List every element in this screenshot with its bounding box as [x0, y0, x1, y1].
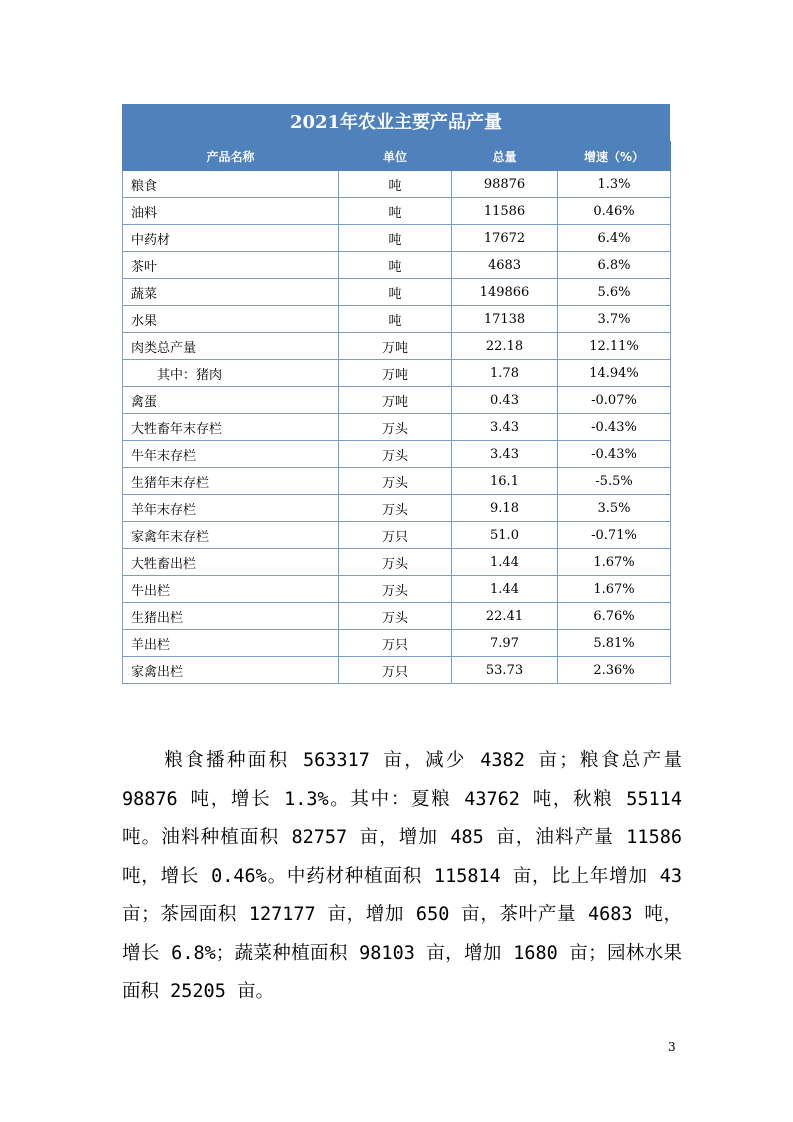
cell-total: 17138 — [452, 306, 558, 333]
cell-total: 53.73 — [452, 657, 558, 684]
cell-product-name: 油料 — [123, 198, 339, 225]
table-row — [123, 603, 671, 630]
cell-product-name: 大牲畜出栏 — [123, 549, 339, 576]
header-product-name: 产品名称 — [123, 142, 339, 171]
cell-product-name: 家禽出栏 — [123, 657, 339, 684]
cell-total: 3.43 — [452, 414, 558, 441]
cell-total: 0.43 — [452, 387, 558, 414]
cell-total: 11586 — [452, 198, 558, 225]
table-row — [123, 441, 671, 468]
cell-total: 22.18 — [452, 333, 558, 360]
cell-growth: 1.3% — [558, 171, 671, 198]
cell-total: 4683 — [452, 252, 558, 279]
cell-product-name: 禽蛋 — [123, 387, 339, 414]
cell-total: 3.43 — [452, 441, 558, 468]
table-title: 2021年农业主要产品产量 — [122, 104, 670, 141]
cell-unit: 万吨 — [339, 387, 452, 414]
cell-total: 17672 — [452, 225, 558, 252]
cell-growth: 5.81% — [558, 630, 671, 657]
table-row — [123, 468, 671, 495]
cell-unit: 吨 — [339, 171, 452, 198]
cell-growth: 14.94% — [558, 360, 671, 387]
cell-product-name: 中药材 — [123, 225, 339, 252]
cell-product-name: 牛年末存栏 — [123, 441, 339, 468]
cell-unit: 吨 — [339, 306, 452, 333]
cell-product-name: 大牲畜年末存栏 — [123, 414, 339, 441]
cell-total: 16.1 — [452, 468, 558, 495]
cell-total: 1.44 — [452, 576, 558, 603]
cell-product-name: 水果 — [123, 306, 339, 333]
cell-unit: 吨 — [339, 279, 452, 306]
table-row — [123, 576, 671, 603]
cell-growth: 6.8% — [558, 252, 671, 279]
cell-unit: 万头 — [339, 441, 452, 468]
cell-growth: 0.46% — [558, 198, 671, 225]
table-row — [123, 225, 671, 252]
cell-growth: 1.67% — [558, 576, 671, 603]
cell-product-name: 蔬菜 — [123, 279, 339, 306]
cell-unit: 万头 — [339, 603, 452, 630]
cell-product-name: 家禽年末存栏 — [123, 522, 339, 549]
cell-unit: 吨 — [339, 225, 452, 252]
cell-growth: -0.71% — [558, 522, 671, 549]
production-table — [122, 104, 670, 684]
cell-total: 7.97 — [452, 630, 558, 657]
cell-product-name: 生猪年末存栏 — [123, 468, 339, 495]
cell-unit: 万头 — [339, 468, 452, 495]
table-row — [123, 306, 671, 333]
cell-growth: -0.43% — [558, 414, 671, 441]
cell-growth: -5.5% — [558, 468, 671, 495]
table-row — [123, 279, 671, 306]
table-row — [123, 549, 671, 576]
cell-unit: 万只 — [339, 657, 452, 684]
cell-growth: 6.76% — [558, 603, 671, 630]
cell-unit: 万吨 — [339, 333, 452, 360]
table-row — [123, 630, 671, 657]
cell-product-name: 生猪出栏 — [123, 603, 339, 630]
cell-growth: 3.7% — [558, 306, 671, 333]
cell-growth: -0.43% — [558, 441, 671, 468]
table-row — [123, 495, 671, 522]
cell-unit: 吨 — [339, 252, 452, 279]
cell-unit: 万头 — [339, 549, 452, 576]
cell-unit: 万头 — [339, 414, 452, 441]
cell-total: 98876 — [452, 171, 558, 198]
cell-product-name: 其中：猪肉 — [123, 360, 339, 387]
cell-total: 1.44 — [452, 549, 558, 576]
cell-growth: 3.5% — [558, 495, 671, 522]
cell-product-name: 羊出栏 — [123, 630, 339, 657]
table-row — [123, 171, 671, 198]
cell-total: 22.41 — [452, 603, 558, 630]
cell-growth: 5.6% — [558, 279, 671, 306]
table-row — [123, 198, 671, 225]
cell-unit: 万头 — [339, 576, 452, 603]
table-row — [123, 333, 671, 360]
data-table — [122, 141, 671, 684]
cell-product-name: 肉类总产量 — [123, 333, 339, 360]
cell-total: 51.0 — [452, 522, 558, 549]
table-row — [123, 657, 671, 684]
cell-unit: 万吨 — [339, 360, 452, 387]
header-row — [123, 142, 671, 171]
cell-product-name: 牛出栏 — [123, 576, 339, 603]
cell-unit: 万只 — [339, 522, 452, 549]
table-row — [123, 387, 671, 414]
cell-product-name: 茶叶 — [123, 252, 339, 279]
header-growth: 增速（%） — [558, 142, 671, 171]
cell-product-name: 粮食 — [123, 171, 339, 198]
body-paragraph — [122, 742, 682, 1012]
table-row — [123, 252, 671, 279]
cell-unit: 万只 — [339, 630, 452, 657]
cell-growth: -0.07% — [558, 387, 671, 414]
cell-unit: 万头 — [339, 495, 452, 522]
paragraph-text: 粮食播种面积 563317 亩，减少 4382 亩；粮食总产量 98876 吨，增长 1.3%。其中：夏粮 43762 吨，秋粮 55114 吨。油料种植面积 82757 亩，增加 485 亩，油料产量 11586 吨，增长 0.46%。中药材种植面积 115814 亩，比上年增加 43 亩；茶园面积 127177 亩，增加 650 亩，茶叶产量 4683 吨，增长 6.8%；蔬菜种植面积 98103 亩，增加 1680 亩；园林水果面积 25205 亩。 — [122, 750, 682, 1002]
cell-total: 1.78 — [452, 360, 558, 387]
cell-growth: 2.36% — [558, 657, 671, 684]
cell-total: 9.18 — [452, 495, 558, 522]
table-row — [123, 414, 671, 441]
page-number: 3 — [668, 1040, 676, 1054]
cell-growth: 1.67% — [558, 549, 671, 576]
table-row — [123, 360, 671, 387]
cell-growth: 6.4% — [558, 225, 671, 252]
table-row — [123, 522, 671, 549]
header-total: 总量 — [452, 142, 558, 171]
cell-product-name: 羊年末存栏 — [123, 495, 339, 522]
cell-growth: 12.11% — [558, 333, 671, 360]
cell-unit: 吨 — [339, 198, 452, 225]
cell-total: 149866 — [452, 279, 558, 306]
header-unit: 单位 — [339, 142, 452, 171]
